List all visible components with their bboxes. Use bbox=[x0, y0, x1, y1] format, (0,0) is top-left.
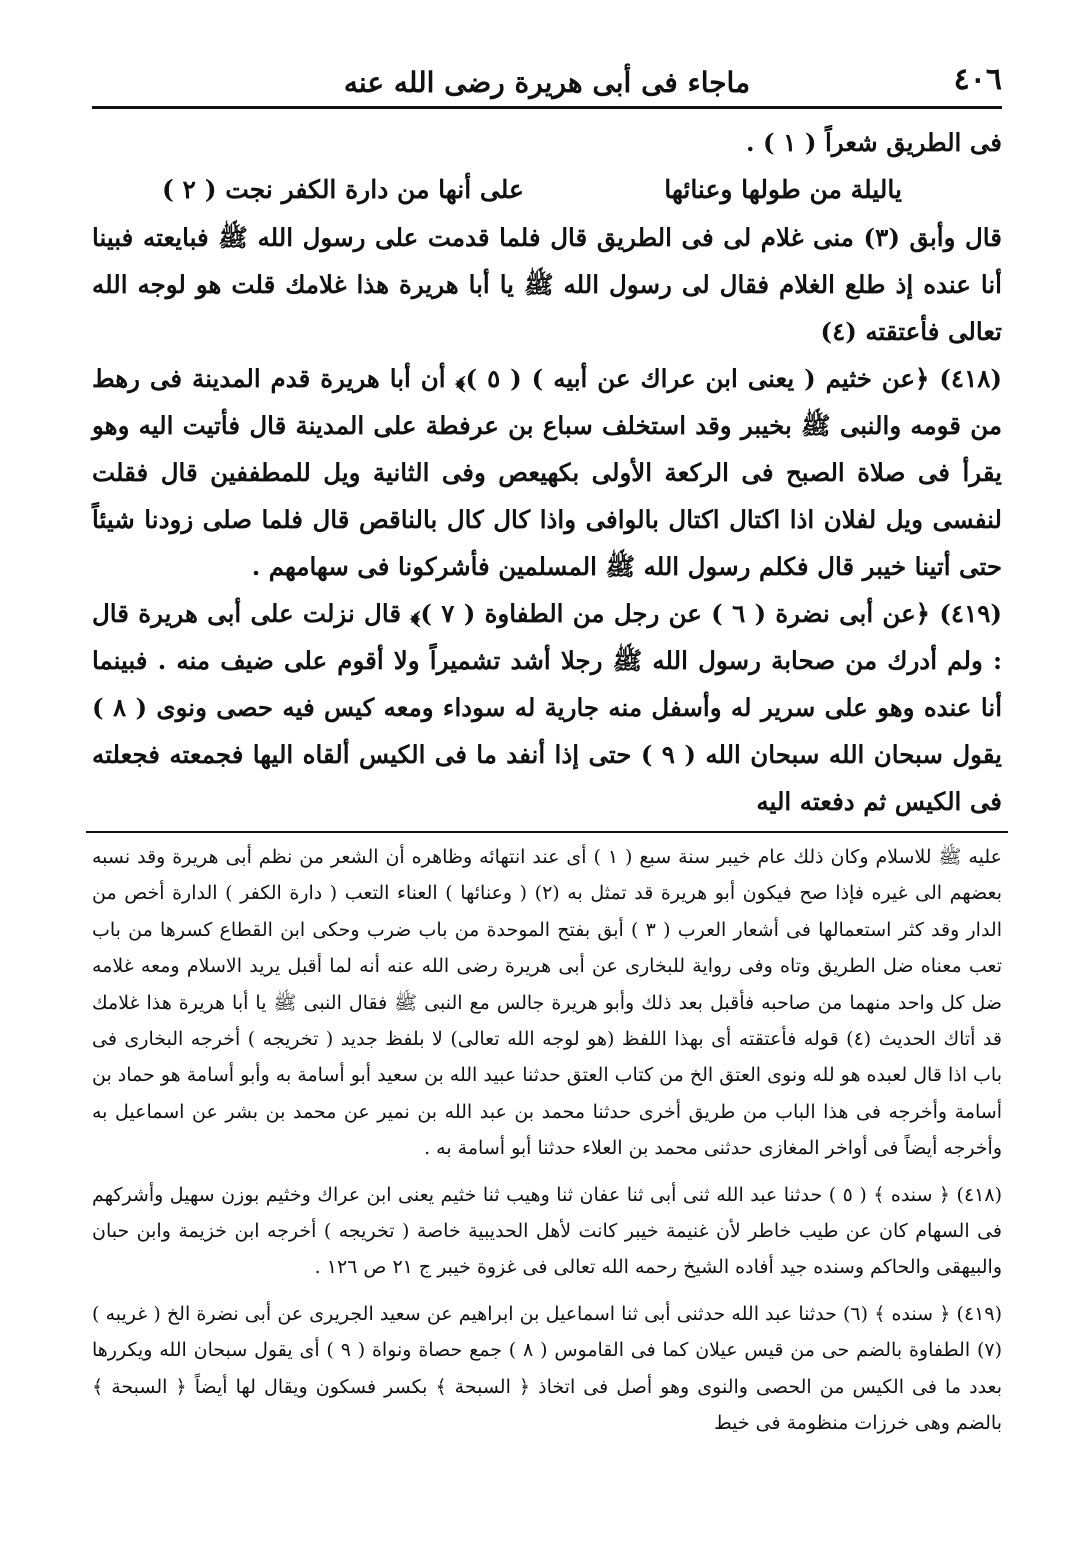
footnotes bbox=[92, 839, 1002, 1442]
intro-line: فى الطريق شعراً ( ١ ) . bbox=[745, 128, 1002, 157]
hadith-419 bbox=[92, 590, 1002, 825]
footnote-commentary: عليه ﷺ للاسلام وكان ذلك عام خيبر سنة سبع ( ١ ) أى عند انتهائه وظاهره أن الشعر من نظم أبى هريرة وقد نسبه بعضهم الى غيره فإذا صح فيكون أبو هريرة قد تمثل به (٢) ( وعنائها ) العناء التعب ( دارة الكفر ) الدارة أخص من الدار وقد كثر استعمالها فى أشعار العرب ( ٣ ) أبق بفتح الموحدة من باب ضرب وحكى ابن القطاع كسرها من باب تعب معناه ضل الطريق وتاه وفى رواية للبخارى عن أبى هريرة رضى الله عنه أنه لما أقبل يريد الاسلام ومعه غلامه ضل كل واحد منهما من صاحبه فأقبل بعد ذلك وأبو هريرة جالس مع النبى ﷺ فقال النبى ﷺ يا أبا هريرة هذا غلامك قد أتاك الحديث (٤) قوله فأعتقته أى بهذا اللفظ (هو لوجه الله تعالى) لا بلفظ جديد ( تخريجه ) أخرجه البخارى فى باب اذا قال لعبده هو لله ونوى العتق الخ من كتاب العتق حدثنا عبيد الله بن سعيد أبو أسامة به وأبو أسامة هو حماد بن أسامة وأخرجه فى هذا الباب من طريق أخرى حدثنا محمد بن عبد الله بن نمير عن محمد بن بشر عن اسماعيل به وأخرجه أيضاً فى أواخر المغازى حدثنى محمد بن العلاء حدثنا أبو أسامة به . bbox=[92, 846, 1003, 1160]
poem-verse bbox=[92, 166, 1002, 214]
main-text bbox=[92, 119, 1002, 825]
page-header bbox=[92, 58, 1002, 109]
hadith-418 bbox=[92, 355, 1002, 590]
verse-second-hemistich: على أنها من دارة الكفر نجت ( ٢ ) bbox=[162, 175, 524, 204]
hadith-419-text: قال نزلت على أبى هريرة قال : ولم أدرك من صحابة رسول الله ﷺ رجلا أشد تشميراً ولا أقوم على ضيف منه . فبينما أنا عنده وهو على سرير له وأسفل منه جارية له سوداء ومعه كيس فيه حصى ونوى ( ٨ ) يقول سبحان الله سبحان الله ( ٩ ) حتى إذا أنفد ما فى الكيس ألقاه اليها فجمعته فجعلته فى الكيس ثم دفعته اليه bbox=[92, 599, 1002, 816]
footnote-418: (٤١٨) ﴿ سنده ﴾ ( ٥ ) حدثنا عبد الله ثنى أبى ثنا عفان ثنا وهيب ثنا خثيم يعنى ابن عراك وخثيم بوزن سهيل وأشركهم فى السهام كان عن طيب خاطر لأن غنيمة خيبر كانت لأهل الحديبية خاصة ( تخريجه ) أخرجه ابن خزيمة وابن حبان والبيهقى والحاكم وسنده جيد أفاده الشيخ رحمه الله تعالى فى غزوة خيبر ج ٢١ ص ١٢٦ . bbox=[92, 1183, 1002, 1279]
hadith-418-isnad: (٤١٨) ﴿عن خثيم ( يعنى ابن عراك عن أبيه ) ( ٥ )﴾ bbox=[455, 364, 1002, 393]
hadith-418-text: أن أبا هريرة قدم المدينة فى رهط من قومه والنبى ﷺ بخيبر وقد استخلف سباع بن عرفطة على المدينة قال فأتيت اليه وهو يقرأ فى صلاة الصبح فى الركعة الأولى بكهيعص وفى الثانية ويل للمطففين قال فقلت لنفسى ويل لفلان اذا اكتال اكتال بالوافى واذا كال كال بالناقص قال فلما صلى زودنا شيئاً حتى أتينا خيبر قال فكلم رسول الله ﷺ المسلمين فأشركونا فى سهامهم . bbox=[92, 364, 1002, 581]
verse-first-hemistich: ياليلة من طولها وعنائها bbox=[664, 175, 902, 204]
paragraph-slave: قال وأبق (٣) منى غلام لى فى الطريق قال فلما قدمت على رسول الله ﷺ فبايعته فبينا أنا عنده إذ طلع الغلام فقال لى رسول الله ﷺ يا أبا هريرة هذا غلامك قلت هو لوجه الله تعالى فأعتقته (٤) bbox=[92, 223, 1002, 346]
hadith-419-isnad: (٤١٩) ﴿عن أبى نضرة ( ٦ ) عن رجل من الطفاوة ( ٧ )﴾ bbox=[410, 599, 1002, 628]
footnote-divider bbox=[86, 831, 1008, 833]
footnote-419: (٤١٩) ﴿ سنده ﴾ (٦) حدثنا عبد الله حدثنى أبى ثنا اسماعيل بن ابراهيم عن سعيد الجريرى عن أبى نضرة الخ ( غريبه ) (٧) الطفاوة بالضم حى من قيس عيلان كما فى القاموس ( ٨ ) جمع حصاة ونواة ( ٩ ) أى يقول سبحان الله ويكررها بعدد ما فى الكيس من الحصى والنوى وهو أصل فى اتخاذ ﴿ السبحة ﴾ بكسر فسكون ويقال لها أيضاً ﴿ السبحة ﴾ بالضم وهى خرزات منظومة فى خيط bbox=[92, 1302, 1003, 1435]
page-number: ٤٠٦ bbox=[953, 62, 1002, 97]
running-title: ماجاء فى أبى هريرة رضى الله عنه bbox=[343, 66, 751, 99]
